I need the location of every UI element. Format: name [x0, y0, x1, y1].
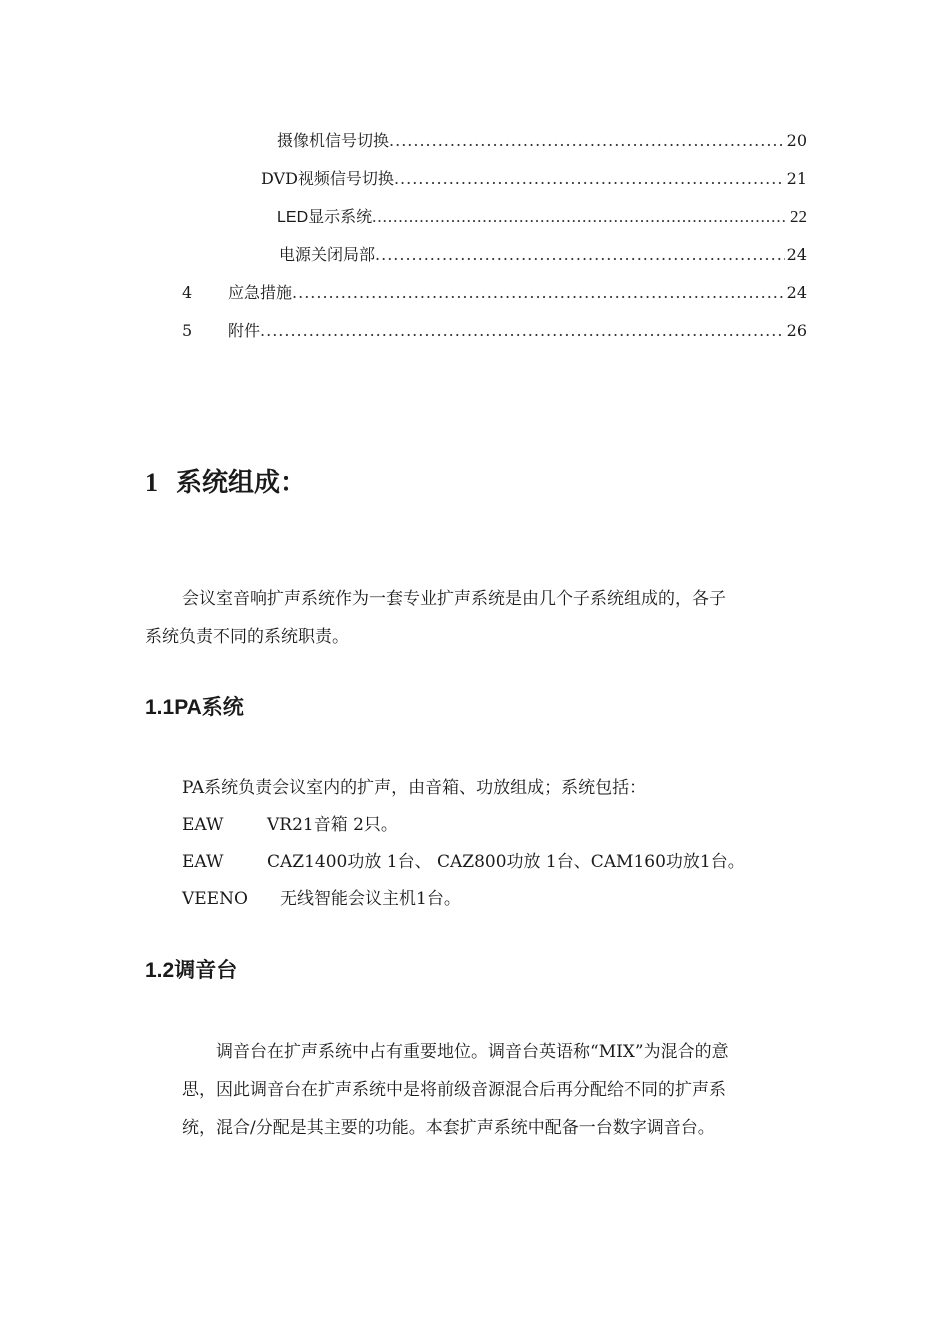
toc-entry[interactable] — [279, 242, 807, 265]
toc-leader-dots — [292, 283, 785, 302]
toc-entry-number: 5 — [182, 321, 193, 340]
toc-entry-title: LED显示系统 — [277, 209, 373, 226]
toc-entry-title: 电源关闭局部 — [279, 245, 376, 264]
equipment-detail: CAZ1400功放 1台、 CAZ800功放 1台、CAM160功放1台。 — [267, 852, 745, 872]
toc-entry-page: 21 — [786, 169, 807, 188]
equipment-detail: 无线智能会议主机1台。 — [280, 889, 461, 909]
mixer-paragraph-line: 调音台在扩声系统中占有重要地位。调音台英语称“MIX”为混合的意 — [216, 1042, 729, 1062]
subsection-heading: 1.2调音台 — [145, 959, 238, 982]
intro-paragraph-line: 会议室音响扩声系统作为一套专业扩声系统是由几个子系统组成的，各子 — [182, 589, 726, 609]
equipment-detail: VR21音箱 2只。 — [267, 815, 398, 835]
section-title: 系统组成： — [176, 468, 307, 498]
toc-entry-page: 26 — [786, 321, 807, 340]
equipment-brand: EAW — [182, 815, 224, 835]
toc-entry[interactable] — [261, 166, 807, 189]
toc-entry-title: 附件 — [228, 321, 261, 340]
toc-entry-page: 24 — [786, 245, 807, 264]
toc-entry-number: 4 — [182, 283, 193, 302]
subsection-heading: 1.1PA系统 — [145, 696, 244, 719]
toc-entry-page: 22 — [790, 207, 807, 226]
toc-entry-page: 24 — [786, 283, 807, 302]
intro-paragraph-line: 系统负责不同的系统职责。 — [145, 627, 349, 647]
section-number: 1 — [145, 468, 158, 497]
toc-entry-page: 20 — [786, 131, 807, 150]
equipment-brand: EAW — [182, 852, 224, 872]
toc-entry-title: 摄像机信号切换 — [277, 131, 390, 150]
pa-description: PA系统负责会议室内的扩声，由音箱、功放组成；系统包括： — [182, 778, 647, 798]
equipment-brand: VEENO — [182, 889, 248, 909]
toc-entry[interactable] — [182, 280, 807, 303]
equipment-item — [182, 850, 745, 874]
toc-leader-dots — [394, 169, 785, 188]
toc-entry[interactable] — [182, 318, 807, 341]
toc-leader-dots — [260, 321, 785, 340]
equipment-item — [182, 887, 461, 911]
toc-leader-dots — [375, 245, 785, 264]
toc-entry[interactable] — [277, 204, 807, 227]
toc-entry[interactable] — [277, 128, 807, 151]
toc-leader-dots — [372, 207, 788, 227]
toc-entry-title: 应急措施 — [228, 283, 293, 302]
toc-leader-dots — [389, 131, 785, 150]
mixer-paragraph-line: 统，混合/分配是其主要的功能。本套扩声系统中配备一台数字调音台。 — [182, 1118, 715, 1138]
section-heading — [145, 466, 306, 500]
toc-entry-title: DVD视频信号切换 — [261, 169, 394, 188]
mixer-paragraph-line: 思，因此调音台在扩声系统中是将前级音源混合后再分配给不同的扩声系 — [182, 1080, 726, 1100]
equipment-item — [182, 813, 398, 837]
